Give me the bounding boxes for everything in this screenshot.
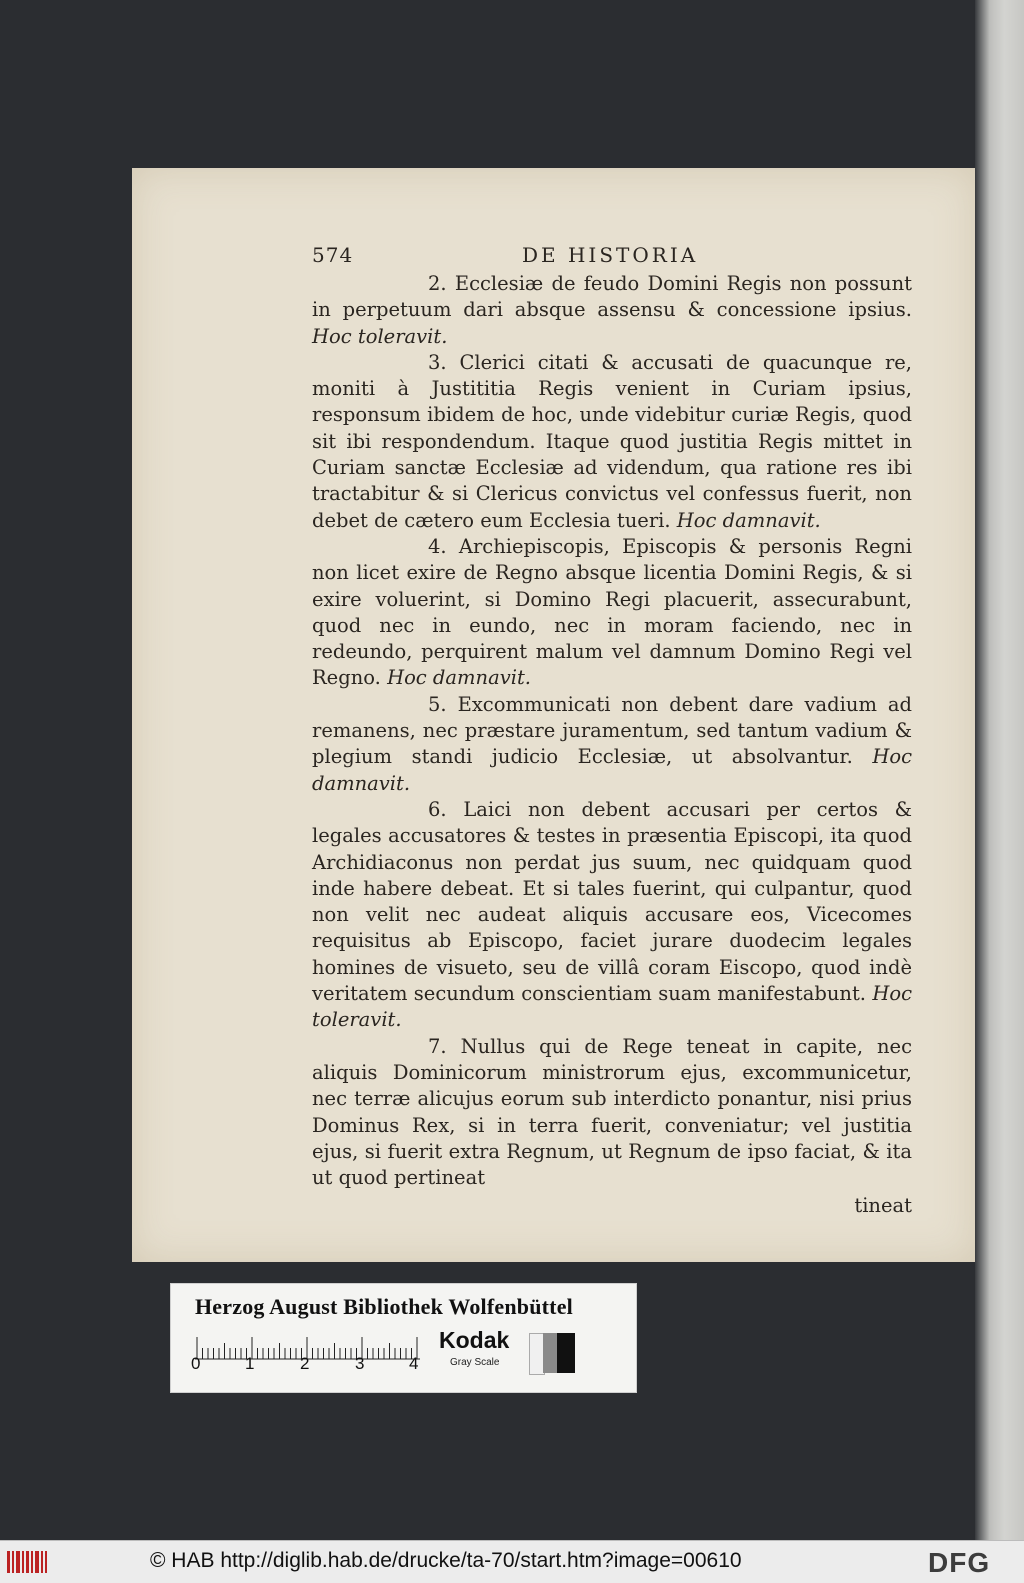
footer-bar xyxy=(0,1540,1024,1583)
background-sheet-edge xyxy=(975,0,1024,1540)
dfg-logo: DFG xyxy=(928,1547,991,1578)
paragraph-text: Nullus qui de Rege teneat in capite, nec aliquis Dominicorum ministrorum ejus, excommunicetur, nec terræ alicujus eorum sub interdicto ponantur, nisi prius Dominus Rex, si in terra fuerit, conveniatur; vel justitia ejus, si fuerit extra Regnum, ut Regnum de ipso faciat, & ita ut quod pertineat xyxy=(312,1034,912,1190)
paragraph-number: 6. xyxy=(428,797,447,821)
paragraph-4 xyxy=(312,534,912,692)
verdict: Hoc damnavit. xyxy=(312,745,912,795)
verdict: Hoc toleravit. xyxy=(312,324,448,348)
paragraph-number: 7. xyxy=(428,1034,447,1058)
running-head-title: DE HISTORIA xyxy=(522,243,699,267)
paragraph-6 xyxy=(312,797,912,1034)
catchword: tineat xyxy=(854,1194,912,1218)
ruler-number: 4 xyxy=(409,1354,419,1373)
paragraph-text: Ecclesiæ de feudo Domini Regis non possunt in perpetuum dari absque assensu & concessione ipsius. xyxy=(312,272,912,322)
ruler-number: 2 xyxy=(300,1354,310,1373)
running-head xyxy=(312,243,912,271)
color-scale-card xyxy=(170,1283,637,1393)
page-text-block xyxy=(312,243,912,1219)
paragraph-text: Clerici citati & accusati de quacunque re, moniti à Justititia Regis venient in Curiam ipsius, responsum ibidem de hoc, unde videbitur curiæ Regis, quod sit ibi respondendum. Itaque quod justitia Regis mittet in Curiam sanctæ Ecclesiæ ad videndum, qua ratione res ibi tractabitur & si Clericus convictus vel confessus fuerit, non debet de cætero eum Ecclesia tueri. xyxy=(312,350,912,532)
barcode-icon xyxy=(6,1549,48,1575)
ruler-number: 1 xyxy=(245,1354,255,1373)
gray-swatch-mid xyxy=(543,1333,557,1373)
paragraph-number: 5. xyxy=(428,692,447,716)
kodak-brand: Kodak xyxy=(439,1327,510,1353)
body-text xyxy=(312,271,912,1191)
ruler-number: 0 xyxy=(191,1354,201,1373)
paragraph-2 xyxy=(312,271,912,350)
verdict: Hoc toleravit. xyxy=(312,982,912,1032)
verdict: Hoc damnavit. xyxy=(676,508,821,532)
paragraph-3 xyxy=(312,350,912,534)
book-page xyxy=(132,168,975,1262)
paragraph-number: 4. xyxy=(428,534,447,558)
library-name: Herzog August Bibliothek Wolfenbüttel xyxy=(195,1294,573,1319)
paragraph-text: Archiepiscopis, Episcopis & personis Regni non licet exire de Regno absque licentia Domini Regis, & si exire voluerint, si Domino Regi placuerit, assecurabunt, quod nec in eundo, nec in moram faciendo, nec in redeundo, perquirent malum vel damnum Domino Regi vel Regno. xyxy=(312,534,912,690)
paragraph-number: 3. xyxy=(428,350,447,374)
paragraph-text: Excommunicati non debent dare vadium ad remanens, nec præstare juramentum, sed tantum vadium & plegium standi judicio Ecclesiæ, ut absolvantur. xyxy=(312,692,912,769)
ruler-number: 3 xyxy=(355,1354,365,1373)
paragraph-7 xyxy=(312,1034,912,1192)
copyright-url[interactable]: © HAB http://diglib.hab.de/drucke/ta-70/start.htm?image=00610 xyxy=(150,1549,742,1572)
paragraph-number: 2. xyxy=(428,272,447,295)
paragraph-5 xyxy=(312,692,912,797)
verdict: Hoc damnavit. xyxy=(387,666,531,690)
paragraph-text: Laici non debent accusari per certos & legales accusatores & testes in præsentia Episcopi, ita quod Archidiaconus non perdat jus suum, nec quidquam quod inde habere debeat. Et si tales fuerint, qui culpantur, quod non velit nec audeat aliquis accusare eos, Vicecomes requisitus ab Episcopo, faciet jurare duodecim legales homines de visueto, seu de villâ coram Eiscopo, quod indè veritatem secundum conscientiam suam manifestabunt. xyxy=(312,797,913,1006)
page-number: 574 xyxy=(312,243,354,267)
gray-swatch-black xyxy=(557,1333,575,1373)
gray-scale-label: Gray Scale xyxy=(450,1357,500,1368)
